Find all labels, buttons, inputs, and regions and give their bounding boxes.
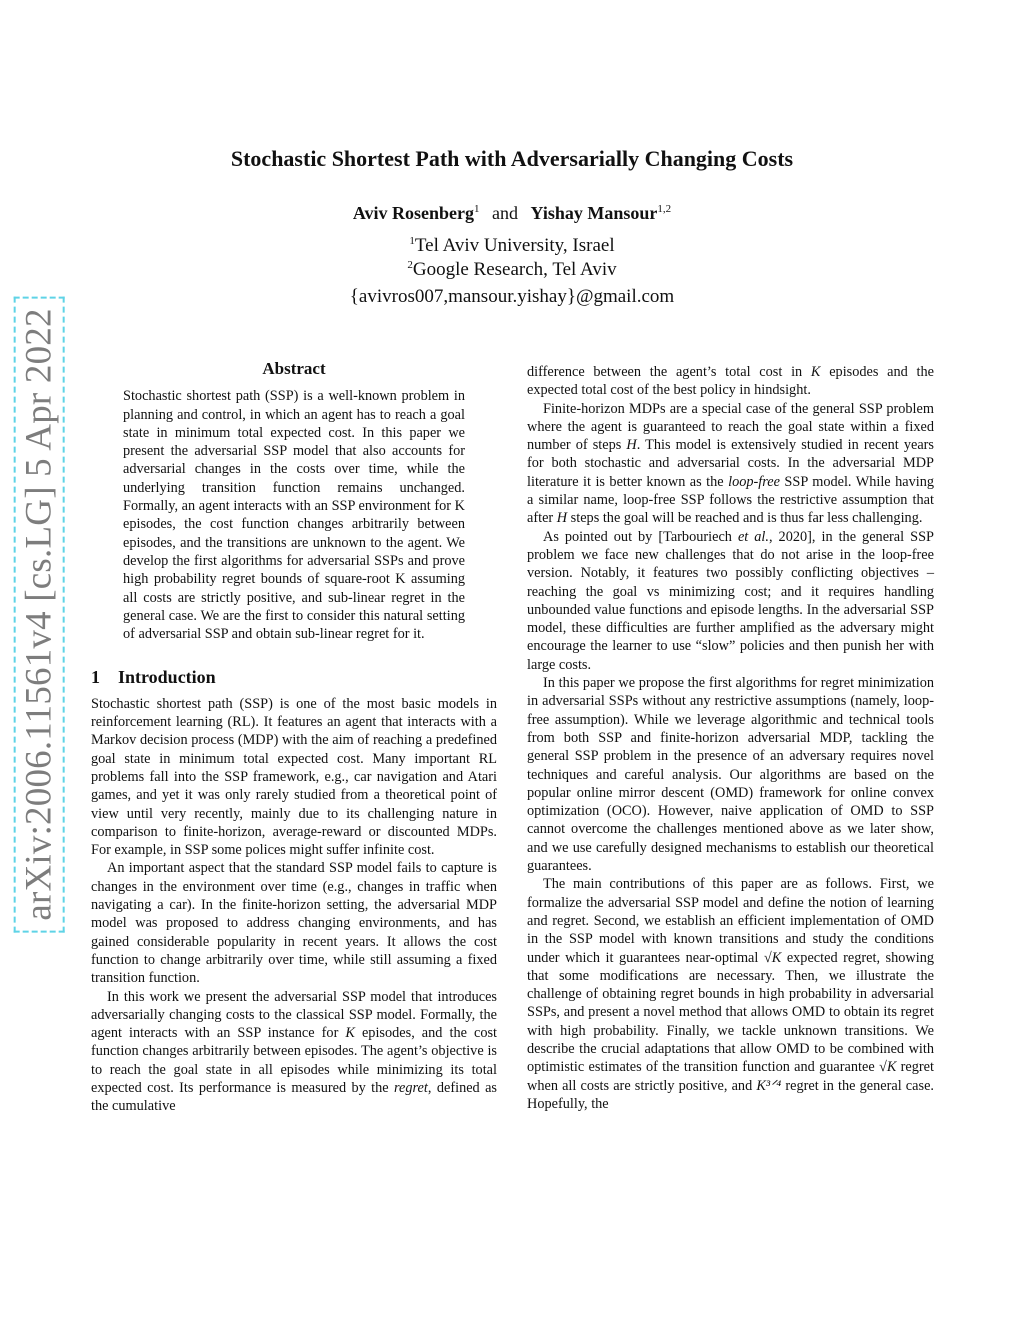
affiliation-marker: 2 [407,259,413,271]
intro-paragraph: In this paper we propose the first algorithms for regret minimization in adversarial SSPs without any restrictive assumptions (namely, loop-free assumption). While we leverage algorithmic and technical tools from both SSP and finite-horizon adversarial MDP, tackling the general SSP problem in the presence of an adversary requires novel techniques and careful analysis. Our algorithms are based on the popular online mirror descent (OMD) framework for online convex optimization (OCO). However, naive application of OMD to SSP cannot overcome the challenges mentioned above as we later show, and we use carefully designed mechanisms to establish our theoretical guarantees. [527,675,934,875]
math-h: H [626,437,637,454]
author-name: Aviv Rosenberg [352,203,475,223]
author-name: Yishay Mansour [530,203,658,223]
intro-paragraph: difference between the agent’s total cost in K episodes and the expected total cost of the best policy in hindsight. [527,364,934,399]
abstract-text: Stochastic shortest path (SSP) is a well-known problem in planning and control, in which an agent has to reach a goal state in minimum total expected cost. In this paper we present the adversarial SSP model that also accounts for adversarial changes in the costs over time, while the underlying transition function remains unchanged. Formally, an agent interacts with an SSP environment for K episodes, the cost function changes arbitrarily between episodes, and the transitions are unknown to the agent. We develop the first algorithms for adversarial SSPs and prove high probability regret bounds of square-root K assuming all costs are strictly positive, and sub-linear regret in the general case. We are the first to consider this natural setting of adversarial SSP and obtain sub-linear regret for it. [123,388,465,643]
section-number: 1 [91,667,100,688]
intro-paragraph: Finite-horizon MDPs are a special case of the general SSP problem where the agent is guaranteed to reach the goal state within a fixed number of steps H. This model is extensively studied in recent years for both stochastic and adversarial costs. In the adversarial MDP literature it is better known as the loop-free SSP model. While having a similar name, loop-free SSP follows the restrictive assumption that after H steps the goal will be reached and is thus far less challenging. [527,400,935,527]
arxiv-identifier-stamp [14,308,64,921]
affiliation [0,235,1024,257]
abstract-heading: Abstract [262,359,326,378]
affiliation-text: Google Research, Tel Aviv [412,259,617,280]
regret-term: regret [394,1079,428,1096]
author-joiner: and [492,203,519,223]
author-email: {avivros007,mansour.yishay}@gmail.com [349,286,675,307]
math-k: K [345,1025,355,1042]
citation-etal: et al. [737,528,769,545]
right-column [527,363,934,1113]
affiliation-marker: 1 [409,235,415,247]
loop-free-term: loop-free [728,473,780,490]
left-column [91,360,497,1116]
affiliation [0,259,1024,281]
intro-paragraph: Stochastic shortest path (SSP) is one of the most basic models in reinforcement learning (RL). It features an agent that interacts with a Markov decision process (MDP) with the aim of reaching a predefined goal state in minimum total expected cost. Many important RL problems fall into the SSP framework, e.g., car navigation and Atari games, and yet it was only rarely studied from a theoretical point of view until very recently, mainly due to its challenging nature in comparison to finite-horizon, average-reward or discounted MDPs. For example, in SSP some polices might suffer infinite cost. [91,695,497,859]
abstract [123,360,465,643]
math-sqrt-k: √K [878,1059,897,1076]
section-heading-introduction [91,668,497,686]
author-line [0,203,1024,224]
affiliation-text: Tel Aviv University, Israel [414,235,615,256]
intro-paragraph: In this work we present the adversarial SSP model that introduces adversarially changing costs to the classical SSP model. Formally, the agent interacts with an SSP instance for K episodes, and the cost function changes arbitrarily between episodes. The agent’s objective is to reach the goal state in all episodes while minimizing its total expected cost. Its performance is measured by the regret, defined as the cumulative [91,988,498,1115]
paper-title: Stochastic Shortest Path with Adversarially Changing Costs [230,146,794,171]
intro-paragraph: An important aspect that the standard SSP model fails to capture is changes in the environment over time (e.g., changes in traffic when navigating a car). In the finite-horizon setting, the adversarial MDP model was proposed to address changing environments, and has gained considerable popularity in recent years. It allows the cost function to change arbitrarily over time, while still assuming a fixed transition function. [91,860,497,987]
math-h: H [556,510,568,527]
author-affiliation-marker: 1,2 [657,203,672,215]
intro-paragraph: As pointed out by [Tarbouriech et al., 2020], in the general SSP problem we face new challenges that do not arise in the loop-free version. Notably, it features two possibly conflicting objectives – reaching the goal vs minimizing cost; and it requires handling unbounded value functions and episode lengths. In the adversarial SSP model, these difficulties are further amplified as the adversary might encourage the learner to use “slow” policies and then punish her with large costs. [527,528,934,673]
intro-paragraph: The main contributions of this paper are as follows. First, we formalize the adversarial SSP model and define the notion of learning and regret. Second, we establish an efficient implementation of OMD in the SSP model with known transitions and study the conditions under which it guarantees near-optimal √K expected regret, showing that some modifications are necessary. Then, we illustrate the challenge of obtaining regret bounds in high probability in adversarial SSPs, and present a novel method that allows OMD to obtain its regret with high probability. Finally, we tackle unknown transitions. We describe the crucial adaptations that allow OMD to be combined with optimistic estimates of the transition function and guarantee √K regret when all costs are strictly positive, and K³ᐟ⁴ regret in the general case. Hopefully, the [527,876,935,1112]
math-sqrt-k: √K [763,949,782,966]
math-k: K [810,364,821,380]
arxiv-identifier: arXiv:2006.11561v4 [cs.LG] 5 Apr 2022 [14,296,65,932]
section-title: Introduction [118,667,216,688]
author-affiliation-marker: 1 [474,203,480,215]
math-k-three-quarters: K³ᐟ⁴ [756,1077,782,1094]
